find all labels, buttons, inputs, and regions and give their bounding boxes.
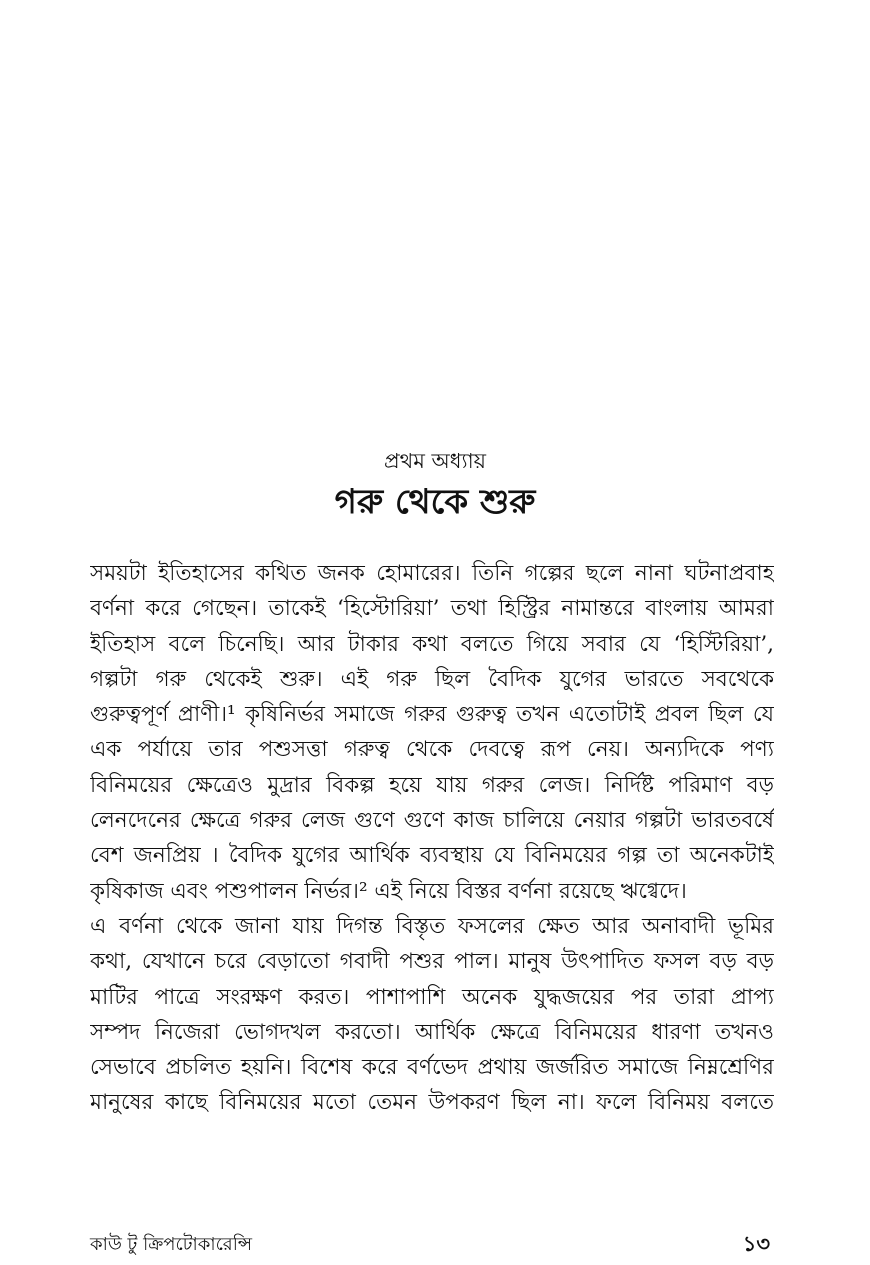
text-line: সময়টা ইতিহাসের কথিত জনক হোমারের। তিনি গল্পের ছলে নানা ঘটনাপ্রবাহ [90,561,774,586]
page-number: ১৩ [742,1231,770,1256]
body-text [90,556,774,1186]
chapter-title: গরু থেকে শুরু [334,482,536,522]
text-line: সম্পদ নিজেরা ভোগদখল করতো। আর্থিক ক্ষেত্রে বিনিময়ের ধারণা তখনও [90,1019,774,1045]
text-line: ইতিহাস বলে চিনেছি। আর টাকার কথা বলতে গিয়ে সবার যে ‘হিস্টিরিয়া’, [90,631,774,657]
text-line: বিনিময়ের ক্ষেত্রেও মুদ্রার বিকল্প হয়ে যায় গরুর লেজ। নির্দিষ্ট পরিমাণ বড় [90,772,774,798]
text-line: গুরুত্বপূর্ণ প্রাণী।¹ কৃষিনির্ভর সমাজে গরুর গুরুত্ব তখন এতোটাই প্রবল ছিল যে [90,702,774,728]
text-line: মানুষের কাছে বিনিময়ের মতো তেমন উপকরণ ছিল না। ফলে বিনিময় বলতে [90,1090,774,1116]
text-line: গল্পটা গরু থেকেই শুরু। এই গরু ছিল বৈদিক যুগের ভারতে সবথেকে [90,666,774,692]
text-line: লেনদেনের ক্ষেত্রে গরুর লেজ গুণে গুণে কাজ চালিয়ে নেয়ার গল্পটা ভারতবর্ষে [90,808,774,834]
text-line: কৃষিকাজ এবং পশুপালন নির্ভর।² এই নিয়ে বিস্তর বর্ণনা রয়েছে ঋগ্বেদে। [90,878,687,904]
text-line: বেশ জনপ্রিয় । বৈদিক যুগের আর্থিক ব্যবস্থায় যে বিনিময়ের গল্প তা অনেকটাই [90,843,774,869]
text-line: কথা, যেখানে চরে বেড়াতো গবাদী পশুর পাল। মানুষ উৎপাদিত ফসল বড় বড় [90,949,774,975]
text-line: এ বর্ণনা থেকে জানা যায় দিগন্ত বিস্তৃত ফসলের ক্ষেত আর অনাবাদী ভূমির [90,913,774,939]
text-line: সেভাবে প্রচলিত হয়নি। বিশেষ করে বর্ণভেদ প্রথায় জর্জরিত সমাজে নিম্নশ্রেণির [90,1055,774,1081]
text-line: এক পর্যায়ে তার পশুসত্তা গরুত্ব থেকে দেবত্বে রূপ নেয়। অন্যদিকে পণ্য [90,737,774,763]
chapter-label: প্রথম অধ্যায় [383,449,487,473]
text-line: বর্ণনা করে গেছেন। তাকেই ‘হিস্টোরিয়া’ তথা হিস্ট্রির নামান্তরে বাংলায় আমরা [90,596,774,622]
text-line: মাটির পাত্রে সংরক্ষণ করত। পাশাপাশি অনেক যুদ্ধজয়ের পর তারা প্রাপ্য [90,984,774,1010]
footer-book-title: কাউ টু ক্রিপটোকারেন্সি [90,1234,253,1255]
